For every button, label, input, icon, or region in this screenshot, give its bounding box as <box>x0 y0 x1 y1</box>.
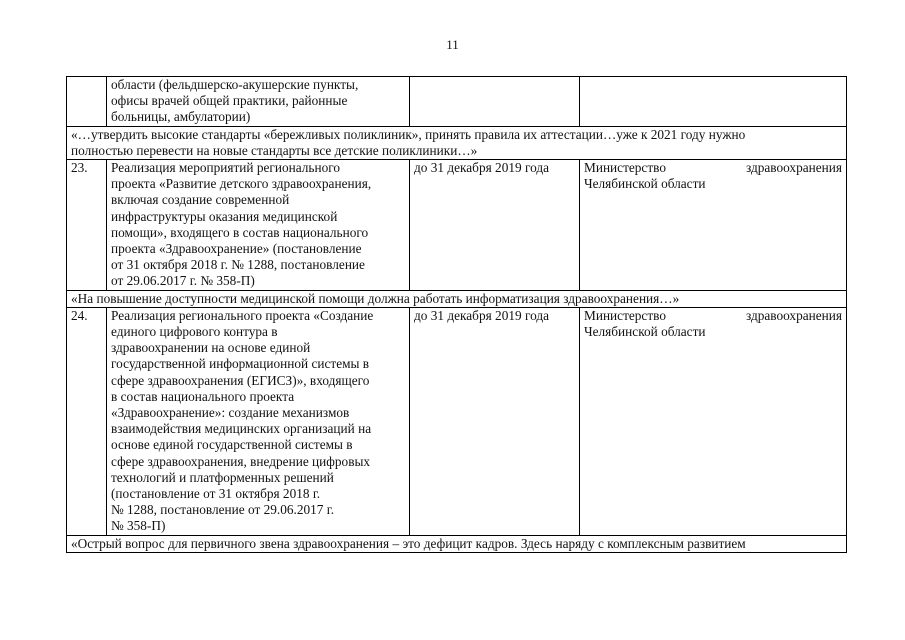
quote-row-3 <box>67 535 847 552</box>
quote-cell <box>67 126 847 159</box>
quote-line: «…утвердить высокие стандарты «бережливых поликлиник», принять правила их аттестации…уже к 2021 году нужно <box>71 126 746 142</box>
description-line: в состав национального проекта <box>111 388 295 404</box>
responsible-cell-empty <box>580 77 847 127</box>
item-number: 24. <box>67 307 107 535</box>
description-line: № 358-П) <box>111 518 166 534</box>
description-line: больницы, амбулатории) <box>111 109 251 125</box>
measures-table <box>66 76 847 553</box>
responsible-line: Челябинской области <box>584 176 706 192</box>
description-line: области (фельдшерско-акушерские пункты, <box>111 77 359 92</box>
quote-line: полностью перевести на новые стандарты все детские поликлиники…» <box>71 142 478 158</box>
deadline-cell: до 31 декабря 2019 года <box>410 307 580 535</box>
description-line: технологий и платформенных решений <box>111 469 334 485</box>
table-row-continued <box>67 77 847 127</box>
description-cell-continued <box>107 77 410 127</box>
description-line: помощи», входящего в состав национального <box>111 224 369 240</box>
description-line: Реализация мероприятий регионального <box>111 160 340 176</box>
responsible-line: Министерство здравоохранения <box>584 307 842 323</box>
quote-row-1 <box>67 126 847 159</box>
page-number: 11 <box>446 37 459 52</box>
deadline-cell-empty <box>410 77 580 127</box>
description-line: здравоохранении на основе единой <box>111 340 311 356</box>
table-row-24 <box>67 307 847 535</box>
responsible-cell-23 <box>580 160 847 291</box>
description-line: проекта «Развитие детского здравоохранения, <box>111 176 372 192</box>
description-line: включая создание современной <box>111 192 290 208</box>
number-cell-empty <box>67 77 107 127</box>
description-line: «Здравоохранение»: создание механизмов <box>111 405 350 421</box>
responsible-line: Челябинской области <box>584 324 706 340</box>
description-line: государственной информационной системы в <box>111 356 370 372</box>
description-cell-24 <box>107 307 410 535</box>
responsible-cell-24 <box>580 307 847 535</box>
description-line: сфере здравоохранения (ЕГИСЗ)», входящего <box>111 372 370 388</box>
description-line: от 29.06.2017 г. № 358-П) <box>111 273 255 289</box>
description-line: основе единой государственной системы в <box>111 437 353 453</box>
description-line: единого цифрового контура в <box>111 324 278 340</box>
description-line: офисы врачей общей практики, районные <box>111 93 348 109</box>
description-cell-23 <box>107 160 410 291</box>
description-line: (постановление от 31 октября 2018 г. <box>111 486 321 502</box>
quote-row-2 <box>67 290 847 307</box>
quote-cell: «На повышение доступности медицинской помощи должна работать информатизация здравоохранения…» <box>67 290 847 307</box>
description-line: взаимодействия медицинских организаций на <box>111 421 372 437</box>
responsible-line: Министерство здравоохранения <box>584 160 842 176</box>
description-line: № 1288, постановление от 29.06.2017 г. <box>111 502 335 518</box>
item-number: 23. <box>67 160 107 291</box>
description-line: проекта «Здравоохранение» (постановление <box>111 241 362 257</box>
deadline-cell: до 31 декабря 2019 года <box>410 160 580 291</box>
description-line: инфраструктуры оказания медицинской <box>111 208 338 224</box>
table-row-23 <box>67 160 847 291</box>
description-line: сфере здравоохранения, внедрение цифровых <box>111 453 371 469</box>
quote-cell: «Острый вопрос для первичного звена здравоохранения – это дефицит кадров. Здесь наряду с комплексным развитием <box>67 535 847 552</box>
description-line: от 31 октября 2018 г. № 1288, постановление <box>111 257 365 273</box>
description-line: Реализация регионального проекта «Создание <box>111 307 374 323</box>
